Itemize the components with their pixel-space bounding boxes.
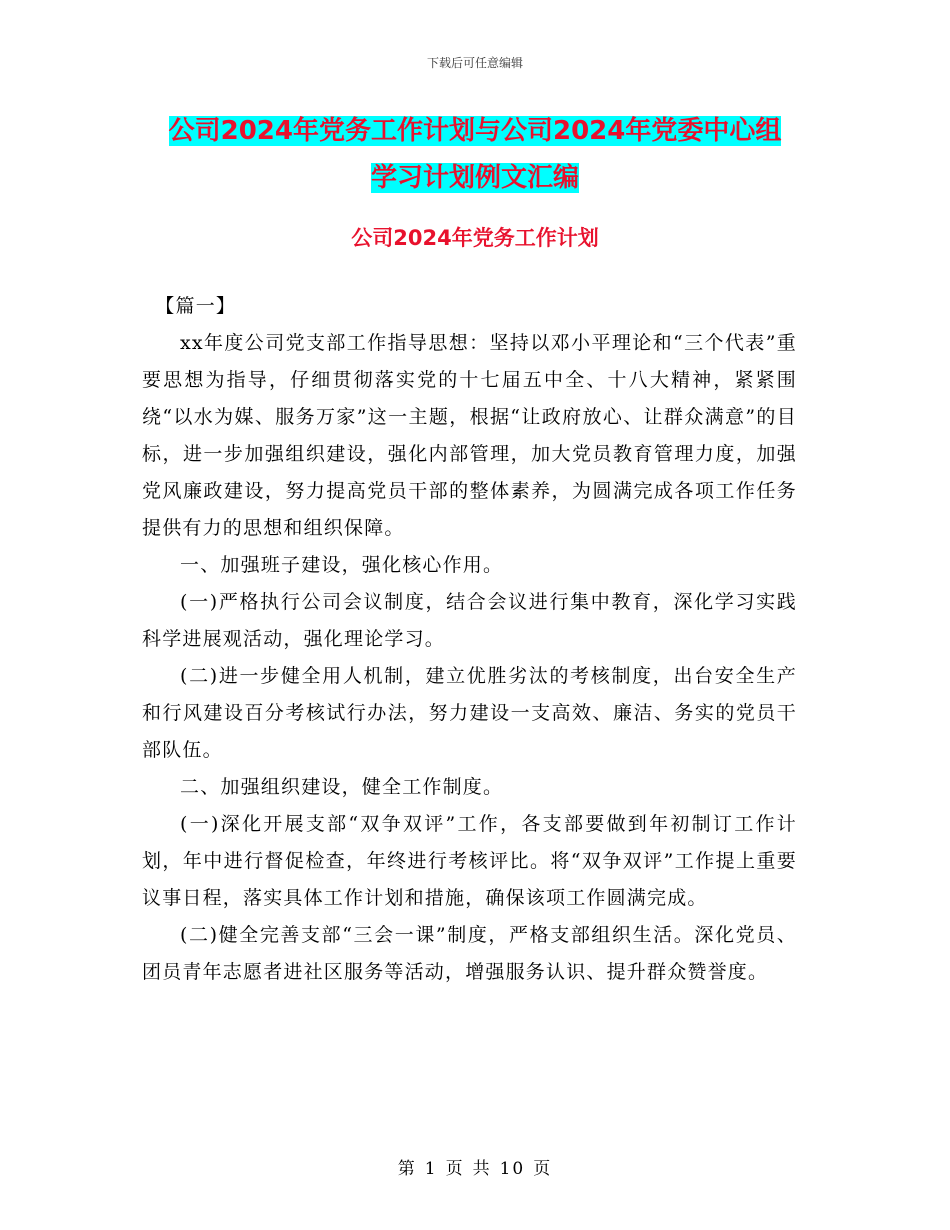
paragraph: 一、加强班子建设，强化核心作用。 xyxy=(180,554,504,576)
section-title: 公司2024年党务工作计划 xyxy=(351,226,599,250)
footer-suffix: 页 xyxy=(533,1159,553,1179)
page-footer xyxy=(0,1154,950,1179)
paragraph: (一)严格执行公司会议制度，结合会议进行集中教育，深化学习实践科学进展观活动，强化理论学习。 xyxy=(142,591,797,650)
footer-page-number: 1 xyxy=(424,1159,438,1179)
paragraph: 二、加强组织建设，健全工作制度。 xyxy=(180,776,504,798)
paragraph: (二)健全完善支部“三会一课”制度，严格支部组织生活。深化党员、团员青年志愿者进社区服务等活动，增强服务认识、提升群众赞誉度。 xyxy=(142,924,797,983)
document-body xyxy=(142,288,797,991)
paragraph: (一)深化开展支部“双争双评”工作，各支部要做到年初制订工作计划，年中进行督促检查，年终进行考核评比。将“双争双评”工作提上重要议事日程，落实具体工作计划和措施，确保该项工作圆满完成。 xyxy=(142,813,797,909)
section-marker: 【篇一】 xyxy=(155,295,237,317)
paragraph: (二)进一步健全用人机制，建立优胜劣汰的考核制度，出台安全生产和行风建设百分考核试行办法，努力建设一支高效、廉洁、务实的党员干部队伍。 xyxy=(142,665,797,761)
document-title-line-2: 学习计划例文汇编 xyxy=(370,163,579,193)
footer-page-label: 页 xyxy=(445,1159,465,1179)
footer-prefix: 第 xyxy=(397,1159,417,1179)
footer-total-pages: 10 xyxy=(499,1159,526,1179)
document-title xyxy=(140,108,810,202)
header-note: 下载后可任意编辑 xyxy=(426,56,523,70)
document-title-line-1: 公司2024年党务工作计划与公司2024年党委中心组 xyxy=(168,116,782,146)
paragraph: xx年度公司党支部工作指导思想：坚持以邓小平理论和“三个代表”重要思想为指导，仔细贯彻落实党的十七届五中全、十八大精神，紧紧围绕“以水为媒、服务万家”这一主题，根据“让政府放心、让群众满意”的目标，进一步加强组织建设，强化内部管理，加大党员教育管理力度，加强党风廉政建设，努力提高党员干部的整体素养，为圆满完成各项工作任务提供有力的思想和组织保障。 xyxy=(142,332,797,539)
footer-total-label: 共 xyxy=(472,1159,492,1179)
